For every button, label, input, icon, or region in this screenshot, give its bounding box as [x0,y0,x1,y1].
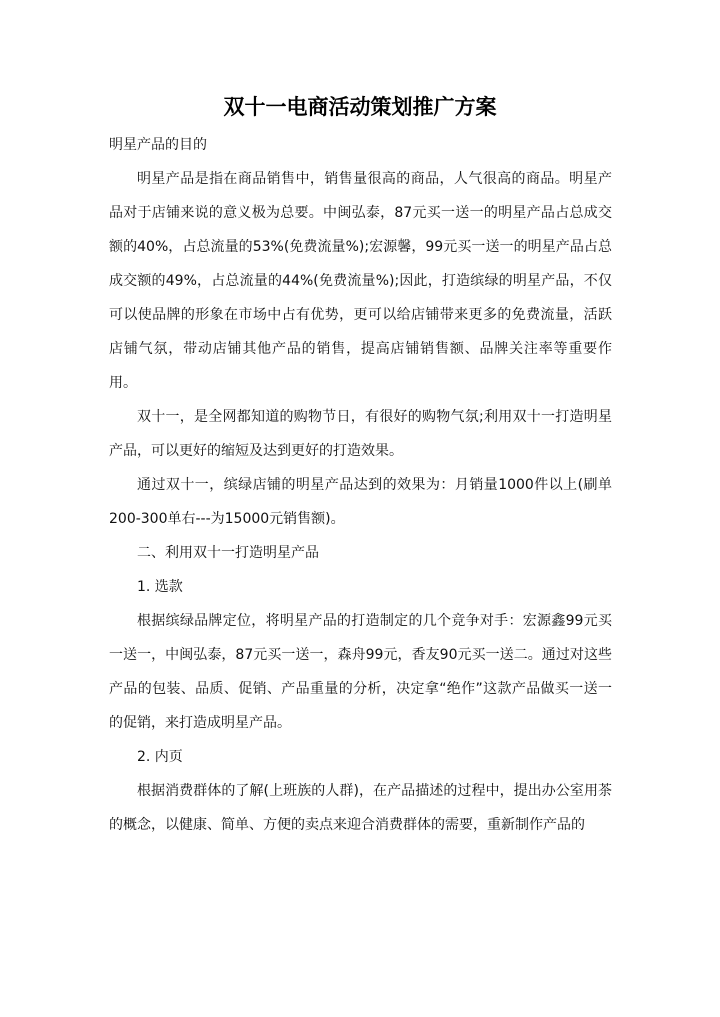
paragraph-inner-page: 根据消费群体的了解(上班族的人群)，在产品描述的过程中，提出办公室用茶的概念，以健康、简单、方便的卖点来迎合消费群体的需要，重新制作产品的 [109,783,612,833]
section-label: 明星产品的目的 [109,137,207,153]
heading-step-two: 2. 内页 [137,749,183,765]
document-title: 双十一电商活动策划推广方案 [223,95,497,119]
paragraph-star-product-definition: 明星产品是指在商品销售中，销售量很高的商品，人气很高的商品。明星产品对于店铺来说的意义极为总要。中闽弘泰，87元买一送一的明星产品占总成交额的40%，占总流量的53%(免费流量%);宏源馨，99元买一送一的明星产品占总成交额的49%，占总流量的44%(免费流量%);因此，打造缤绿的明星产品，不仅可以使品牌的形象在市场中占有优势，更可以给店铺带来更多的免费流量，活跃店铺气氛，带动店铺其他产品的销售，提高店铺销售额、品牌关注率等重要作用。 [109,171,612,391]
paragraph-target-effect: 通过双十一，缤绿店铺的明星产品达到的效果为：月销量1000件以上(刷单200-300单右---为15000元销售额)。 [109,477,612,527]
heading-step-one: 1. 选款 [137,579,183,595]
document-body [109,128,612,842]
paragraph-double-eleven: 双十一，是全网都知道的购物节日，有很好的购物气氛;利用双十一打造明星产品，可以更好的缩短及达到更好的打造效果。 [109,409,612,459]
paragraph-product-selection: 根据缤绿品牌定位，将明星产品的打造制定的几个竞争对手：宏源鑫99元买一送一，中闽弘泰，87元买一送一，森舟99元，香友90元买一送二。通过对这些产品的包装、品质、促销、产品重量的分析，决定拿“绝作”这款产品做买一送一的促销，来打造成明星产品。 [109,613,612,731]
heading-section-two: 二、利用双十一打造明星产品 [137,545,319,561]
